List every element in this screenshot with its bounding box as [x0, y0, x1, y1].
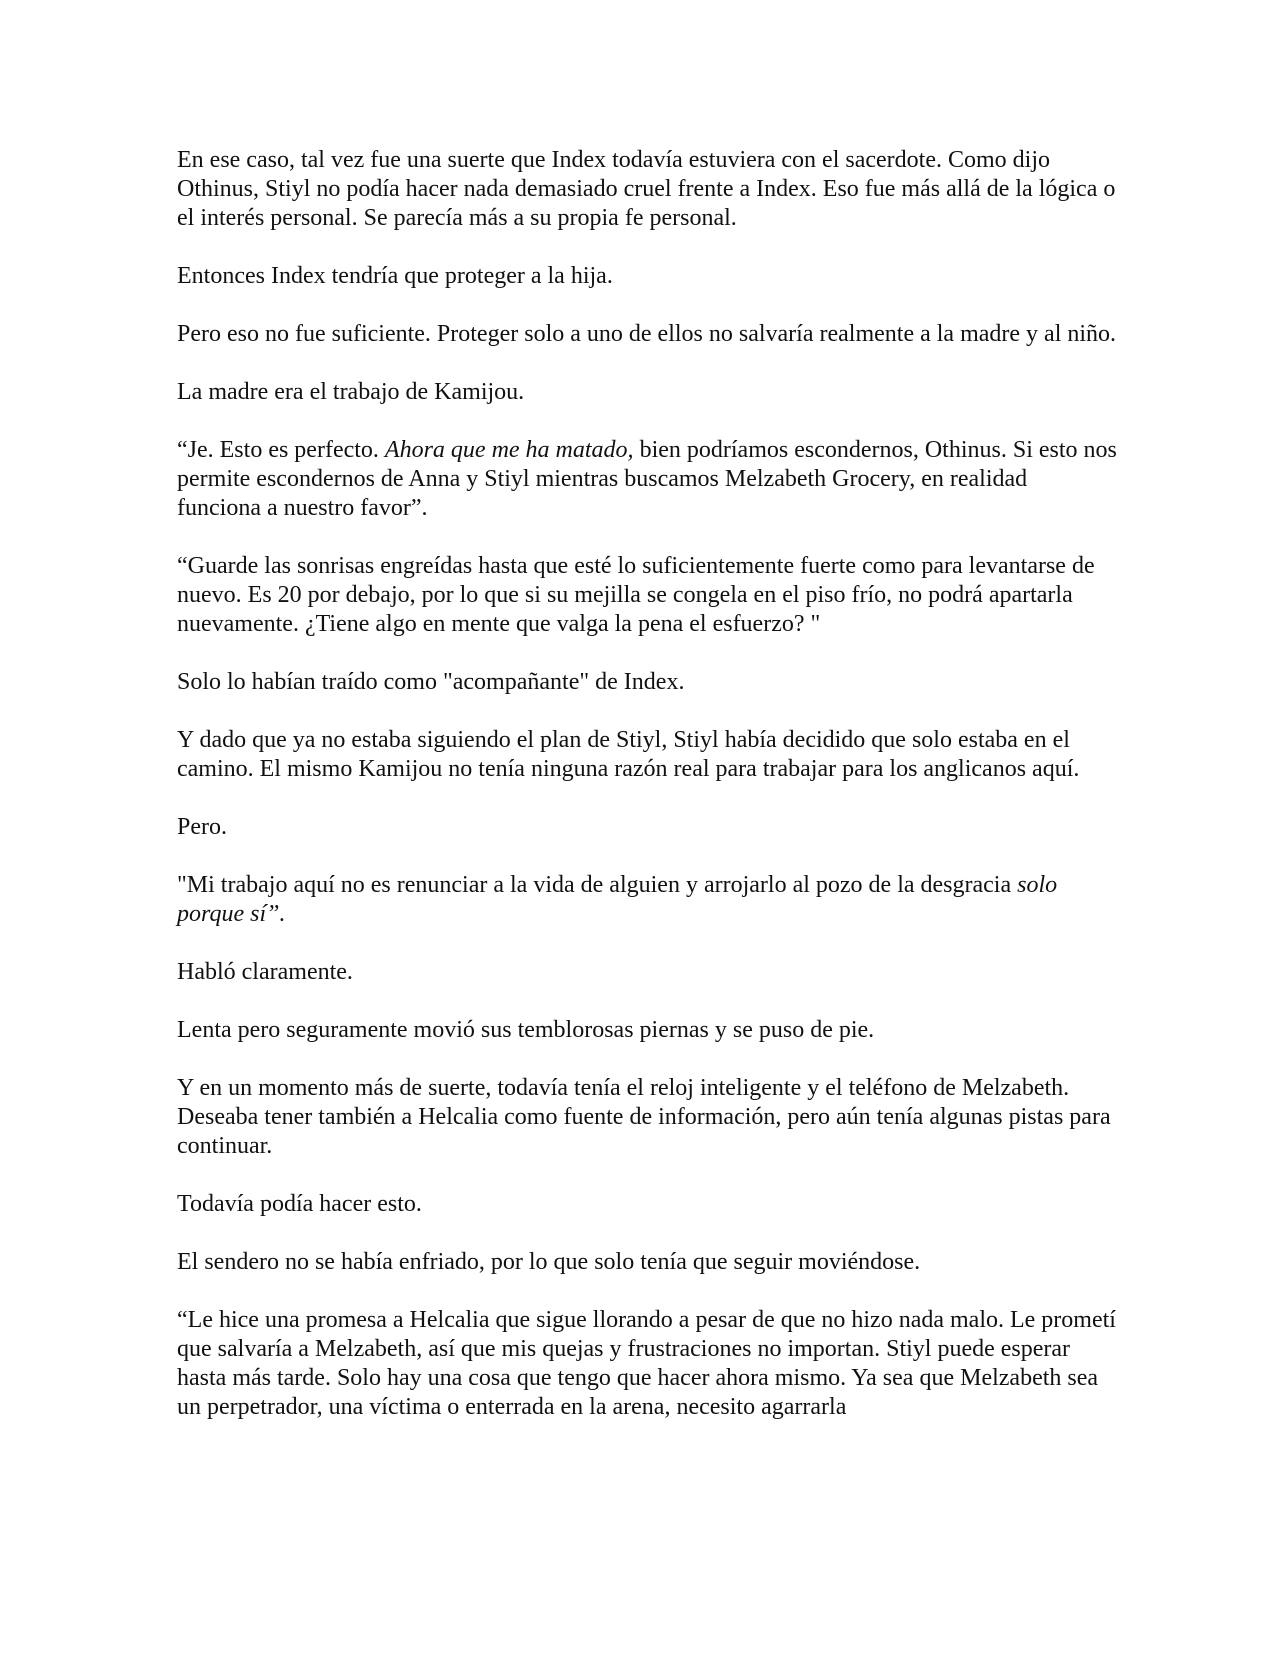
paragraph-text: La madre era el trabajo de Kamijou.: [177, 379, 525, 405]
document-body: [177, 146, 1117, 1451]
paragraph-text: El sendero no se había enfriado, por lo que solo tenía que seguir moviéndose.: [177, 1249, 921, 1275]
paragraph-text: Todavía podía hacer esto.: [177, 1191, 422, 1217]
paragraph-text: “Je. Esto es perfecto.: [177, 437, 385, 463]
italic-text: solo porque sí”.: [177, 872, 1058, 927]
paragraph: [177, 1190, 1117, 1219]
paragraph-text: Y dado que ya no estaba siguiendo el plan de Stiyl, Stiyl había decidido que solo estaba en el camino. El mismo Kamijou no tenía ninguna razón real para trabajar para los anglicanos aquí.: [177, 727, 1080, 782]
paragraph-text: En ese caso, tal vez fue una suerte que Index todavía estuviera con el sacerdote. Como dijo Othinus, Stiyl no podía hacer nada demasiado cruel frente a Index. Eso fue más allá de la lógica o el interés personal. Se parecía más a su propia fe personal.: [177, 147, 1116, 231]
paragraph-text: Habló claramente.: [177, 959, 353, 985]
paragraph: [177, 378, 1117, 407]
paragraph-text: Pero.: [177, 814, 227, 840]
paragraph: [177, 813, 1117, 842]
paragraph-text: "Mi trabajo aquí no es renunciar a la vida de alguien y arrojarlo al pozo de la desgracia: [177, 872, 1018, 898]
paragraph: [177, 1074, 1117, 1161]
paragraph-text: “Guarde las sonrisas engreídas hasta que esté lo suficientemente fuerte como para levantarse de nuevo. Es 20 por debajo, por lo que si su mejilla se congela en el piso frío, no podrá apartarla nuevamente. ¿Tiene algo en mente que valga la pena el esfuerzo? ": [177, 553, 1095, 637]
paragraph: [177, 1248, 1117, 1277]
italic-text: Ahora que me ha matado,: [384, 437, 634, 463]
paragraph-text: Solo lo habían traído como "acompañante" de Index.: [177, 669, 685, 695]
paragraph-text: Pero eso no fue suficiente. Proteger solo a uno de ellos no salvaría realmente a la madre y al niño.: [177, 321, 1117, 347]
paragraph: [177, 668, 1117, 697]
paragraph-text: Lenta pero seguramente movió sus temblorosas piernas y se puso de pie.: [177, 1017, 875, 1043]
paragraph-text: Y en un momento más de suerte, todavía tenía el reloj inteligente y el teléfono de Melzabeth. Deseaba tener también a Helcalia como fuente de información, pero aún tenía algunas pistas para continuar.: [177, 1075, 1111, 1159]
paragraph-text: bien podríamos escondernos, Othinus. Si esto nos permite escondernos de Anna y Stiyl mientras buscamos Melzabeth Grocery, en realidad funciona a nuestro favor”.: [177, 437, 1117, 521]
paragraph: [177, 958, 1117, 987]
paragraph: [177, 871, 1117, 929]
paragraph: [177, 146, 1117, 233]
paragraph-text: “Le hice una promesa a Helcalia que sigue llorando a pesar de que no hizo nada malo. Le prometí que salvaría a Melzabeth, así que mis quejas y frustraciones no importan. Stiyl puede esperar hasta más tarde. Solo hay una cosa que tengo que hacer ahora mismo. Ya sea que Melzabeth sea un perpetrador, una víctima o enterrada en la arena, necesito agarrarla: [177, 1307, 1116, 1420]
paragraph: [177, 320, 1117, 349]
paragraph: [177, 262, 1117, 291]
paragraph: [177, 1306, 1117, 1422]
paragraph: [177, 1016, 1117, 1045]
paragraph: [177, 552, 1117, 639]
paragraph-text: Entonces Index tendría que proteger a la hija.: [177, 263, 613, 289]
paragraph: [177, 726, 1117, 784]
paragraph: [177, 436, 1117, 523]
